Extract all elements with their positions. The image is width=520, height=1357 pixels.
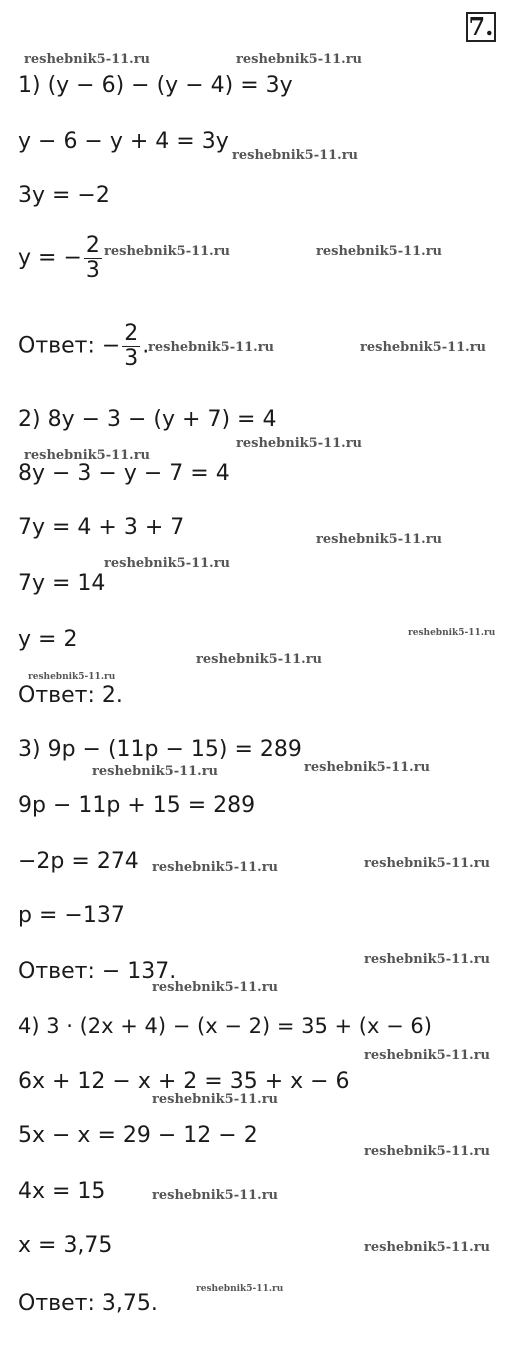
watermark: reshebnik5-11.ru bbox=[360, 340, 487, 355]
equation-line: 1) (y − 6) − (y − 4) = 3y bbox=[18, 73, 293, 98]
equation-line: 4) 3 · (2x + 4) − (x − 2) = 35 + (x − 6) bbox=[18, 1014, 432, 1038]
answer-line bbox=[18, 322, 149, 371]
watermark: reshebnik5-11.ru bbox=[364, 952, 491, 967]
watermark: reshebnik5-11.ru bbox=[24, 448, 151, 463]
watermark: reshebnik5-11.ru bbox=[236, 52, 363, 67]
equation-line: 3) 9p − (11p − 15) = 289 bbox=[18, 737, 302, 762]
watermark: reshebnik5-11.ru bbox=[364, 1048, 491, 1063]
watermark: reshebnik5-11.ru bbox=[316, 244, 443, 259]
task-number: 7. bbox=[466, 12, 496, 42]
watermark: reshebnik5-11.ru bbox=[316, 532, 443, 547]
watermark: reshebnik5-11.ru bbox=[24, 52, 151, 67]
watermark: reshebnik5-11.ru bbox=[196, 652, 323, 667]
fraction-numerator: 2 bbox=[85, 233, 100, 258]
watermark: reshebnik5-11.ru bbox=[148, 340, 275, 355]
watermark: reshebnik5-11.ru bbox=[104, 556, 231, 571]
equation-line: y − 6 − y + 4 = 3y bbox=[18, 129, 229, 154]
equation-line: 5x − x = 29 − 12 − 2 bbox=[18, 1123, 258, 1148]
watermark: reshebnik5-11.ru bbox=[236, 436, 363, 451]
fraction-numerator: 2 bbox=[124, 321, 139, 346]
equation-line: x = 3,75 bbox=[18, 1233, 113, 1258]
answer-line: Ответ: 3,75. bbox=[18, 1291, 158, 1316]
equation-line: 8y − 3 − y − 7 = 4 bbox=[18, 461, 230, 486]
equation-line: 6x + 12 − x + 2 = 35 + x − 6 bbox=[18, 1069, 350, 1094]
watermark: reshebnik5-11.ru bbox=[104, 244, 231, 259]
fraction-prefix: y = − bbox=[18, 245, 82, 271]
fraction bbox=[84, 234, 102, 283]
answer-line: Ответ: 2. bbox=[18, 683, 123, 708]
watermark: reshebnik5-11.ru bbox=[364, 1144, 491, 1159]
watermark: reshebnik5-11.ru bbox=[304, 760, 431, 775]
watermark: reshebnik5-11.ru bbox=[232, 148, 359, 163]
equation-line-fraction bbox=[18, 234, 104, 283]
answer-suffix: . bbox=[142, 333, 150, 359]
watermark: reshebnik5-11.ru bbox=[152, 1092, 279, 1107]
equation-line: 7y = 14 bbox=[18, 571, 106, 596]
watermark: reshebnik5-11.ru bbox=[28, 672, 116, 682]
equation-line: 9p − 11p + 15 = 289 bbox=[18, 793, 256, 818]
equation-line: 2) 8y − 3 − (y + 7) = 4 bbox=[18, 407, 277, 432]
watermark: reshebnik5-11.ru bbox=[92, 764, 219, 779]
watermark: reshebnik5-11.ru bbox=[364, 1240, 491, 1255]
equation-line: 7y = 4 + 3 + 7 bbox=[18, 515, 185, 540]
equation-line: p = −137 bbox=[18, 903, 125, 928]
answer-prefix: Ответ: − bbox=[18, 333, 121, 359]
equation-line: −2p = 274 bbox=[18, 849, 139, 874]
fraction-denominator: 3 bbox=[85, 258, 100, 283]
watermark: reshebnik5-11.ru bbox=[152, 1188, 279, 1203]
watermark: reshebnik5-11.ru bbox=[408, 628, 496, 638]
fraction-denominator: 3 bbox=[124, 346, 139, 371]
equation-line: 3y = −2 bbox=[18, 183, 110, 208]
watermark: reshebnik5-11.ru bbox=[152, 860, 279, 875]
equation-line: 4x = 15 bbox=[18, 1179, 106, 1204]
watermark: reshebnik5-11.ru bbox=[364, 856, 491, 871]
fraction bbox=[122, 322, 140, 371]
equation-line: y = 2 bbox=[18, 627, 78, 652]
answer-line: Ответ: − 137. bbox=[18, 959, 177, 984]
watermark: reshebnik5-11.ru bbox=[152, 980, 279, 995]
watermark: reshebnik5-11.ru bbox=[196, 1284, 284, 1294]
